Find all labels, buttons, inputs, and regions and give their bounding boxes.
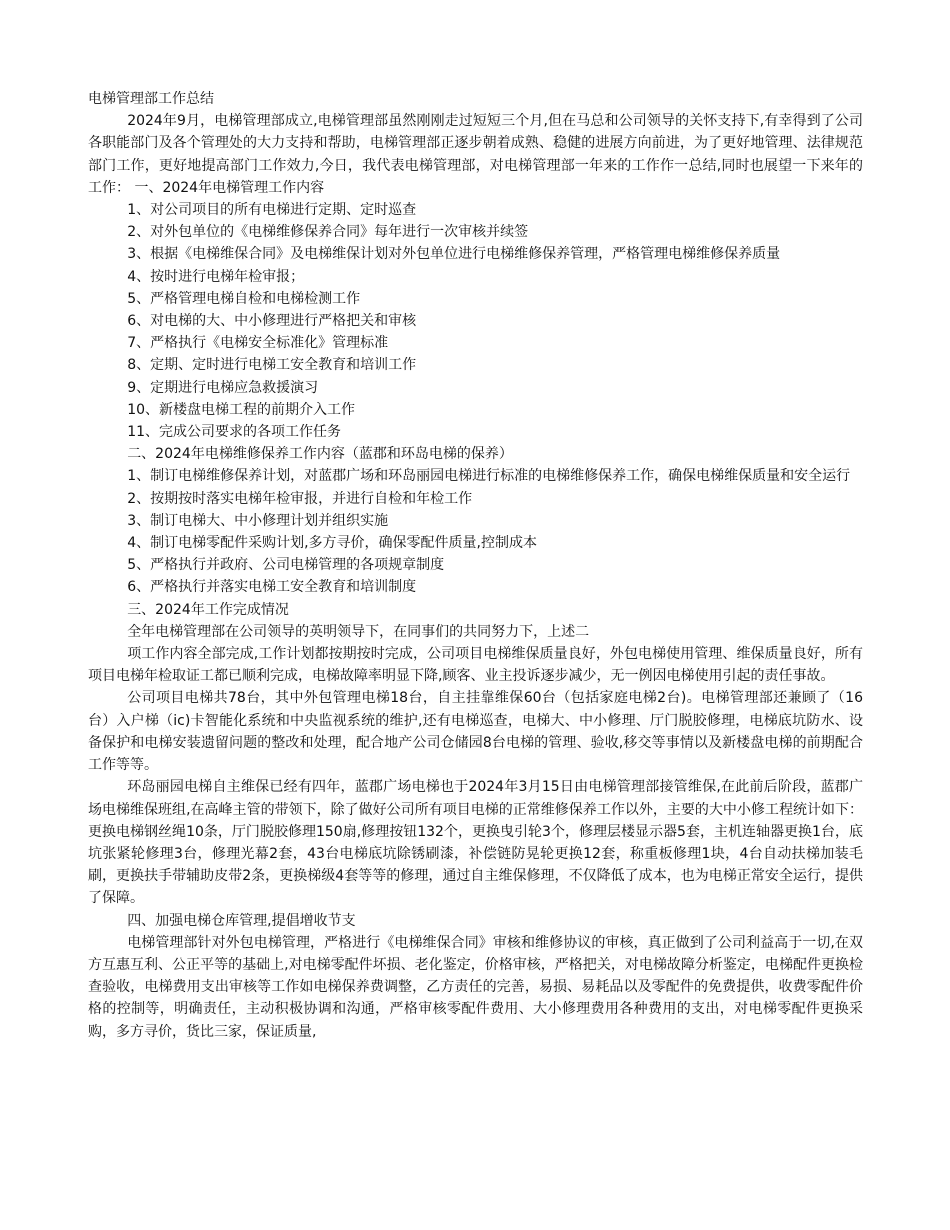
list-item: 5、严格执行并政府、公司电梯管理的各项规章制度: [127, 557, 445, 574]
body-paragraph: 电梯管理部针对外包电梯管理，严格进行《电梯维保合同》审核和维修协议的审核，真正做到了公司利益高于一切,在双方互惠互利、公正平等的基础上,对电梯零配件坏损、老化鉴定，价格审核，严格把关，对电梯故障分析鉴定，电梯配件更换检查验收，电梯费用支出审核等工作如电梯保养费调整，乙方责任的完善，易损、易耗品以及零配件的免费提供，收费零配件价格的控制等，明确责任，主动积极协调和沟通，严格审核零配件费用、大小修理费用各种费用的支出，对电梯零配件更换采购，多方寻价，货比三家，保证质量,: [88, 934, 863, 1040]
intro-paragraph: 2024年9月，电梯管理部成立,电梯管理部虽然刚刚走过短短三个月,但在马总和公司领导的关怀支持下,有幸得到了公司各职能部门及各个管理处的大力支持和帮助，电梯管理部正逐步朝着成熟、稳健的进展方向前进，为了更好地管理、法律规范部门工作，更好地提高部门工作效力,今日，我代表电梯管理部，对电梯管理部一年来的工作作一总结,同时也展望一下来年的工作： 一、2024年电梯管理工作内容: [88, 113, 863, 196]
body-paragraph: 项工作内容全部完成,工作计划都按期按时完成，公司项目电梯维保质量良好，外包电梯使用管理、维保质量良好，所有项目电梯年检取证工都已顺利完成，电梯故障率明显下降,顾客、业主投诉逐步减少，无一例因电梯使用引起的责任事故。: [88, 646, 863, 685]
document-body: [88, 88, 863, 1043]
list-item: 4、按时进行电梯年检审报；: [127, 268, 305, 285]
document-title: 电梯管理部工作总结: [88, 91, 214, 107]
list-item: 11、完成公司要求的各项工作任务: [127, 424, 342, 441]
list-item: 6、严格执行并落实电梯工安全教育和培训制度: [127, 579, 417, 596]
list-item: 6、对电梯的大、中小修理进行严格把关和审核: [127, 313, 417, 330]
list-item: 1、制订电梯维修保养计划，对蓝郡广场和环岛丽园电梯进行标准的电梯维修保养工作，确保电梯维保质量和安全运行: [127, 468, 851, 485]
list-item: 9、定期进行电梯应急救援演习: [127, 379, 319, 396]
body-paragraph: 公司项目电梯共78台，其中外包管理电梯18台，自主挂靠维保60台（包括家庭电梯2台)。电梯管理部还兼顾了（16台）入户梯（ic)卡智能化系统和中央监视系统的维护,还有电梯巡查，电梯大、中小修理、厅门脱胶修理，电梯底坑防水、设备保护和电梯安装遗留问题的整改和处理，配合地产公司仓储园8台电梯的管理、验收,移交等事情以及新楼盘电梯的前期配合工作等等。: [88, 690, 863, 774]
list-item: 10、新楼盘电梯工程的前期介入工作: [127, 401, 356, 418]
list-item: 3、根据《电梯维保合同》及电梯维保计划对外包单位进行电梯维修保养管理，严格管理电梯维修保养质量: [127, 246, 781, 263]
body-paragraph: 环岛丽园电梯自主维保已经有四年，蓝郡广场电梯也于2024年3月15日由电梯管理部接管维保,在此前后阶段，蓝郡广场电梯维保班组,在高峰主管的带领下，除了做好公司所有项目电梯的正常维修保养工作以外，主要的大中小修工程统计如下：更换电梯钢丝绳10条，厅门脱胶修理150扇,修理按钮132个，更换曳引轮3个，修理层楼显示器5套，主机连轴器更换1台，底坑张紧轮修理3台，修理光幕2套，43台电梯底坑除锈刷漆，补偿链防晃轮更换12套，称重板修理1块，4台自动扶梯加装毛刷，更换扶手带辅助皮带2条，更换梯级4套等等的修理，通过自主维保修理，不仅降低了成本，也为电梯正常安全运行，提供了保障。: [88, 779, 863, 907]
section-heading: 三、2024年工作完成情况: [127, 601, 289, 618]
list-item: 4、制订电梯零配件采购计划,多方寻价，确保零配件质量,控制成本: [127, 535, 537, 552]
section-heading: 二、2024年电梯维修保养工作内容（蓝郡和环岛电梯的保养）: [127, 446, 513, 463]
list-item: 2、对外包单位的《电梯维修保养合同》每年进行一次审核并续签: [127, 224, 529, 241]
list-item: 8、定期、定时进行电梯工安全教育和培训工作: [127, 357, 417, 374]
body-paragraph: 全年电梯管理部在公司领导的英明领导下，在同事们的共同努力下，上述二: [127, 623, 590, 640]
section-heading: 四、加强电梯仓库管理,提倡增收节支: [127, 912, 356, 929]
list-item: 7、严格执行《电梯安全标准化》管理标准: [127, 335, 389, 352]
list-item: 5、严格管理电梯自检和电梯检测工作: [127, 290, 361, 307]
list-item: 3、制订电梯大、中小修理计划并组织实施: [127, 512, 389, 529]
list-item: 2、按期按时落实电梯年检审报，并进行自检和年检工作: [127, 490, 473, 507]
list-item: 1、对公司项目的所有电梯进行定期、定时巡查: [127, 202, 417, 219]
